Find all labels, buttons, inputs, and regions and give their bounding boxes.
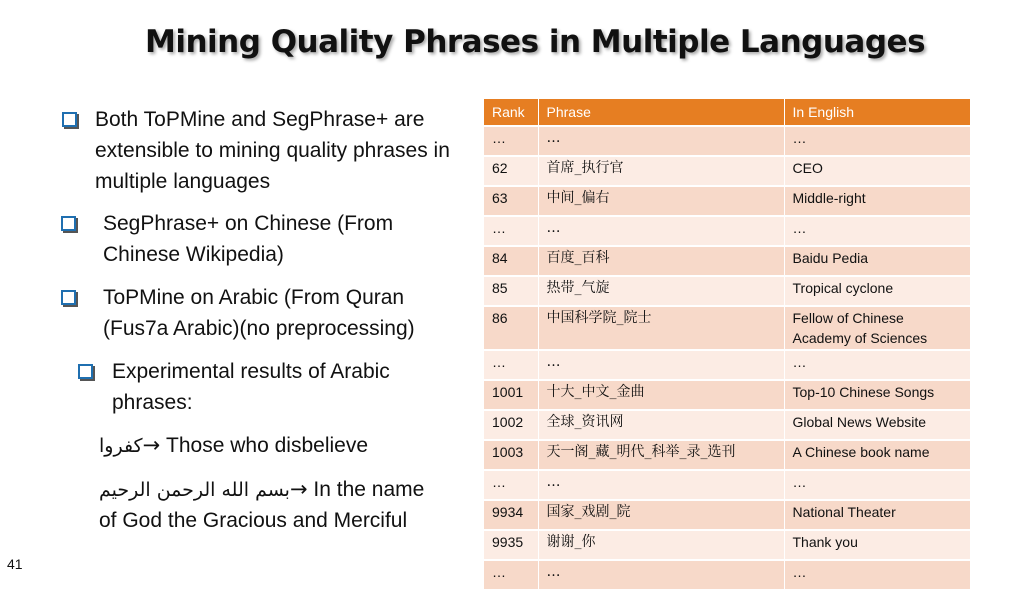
cell-rank: … xyxy=(484,350,538,380)
cell-english: … xyxy=(784,216,970,246)
cell-rank: 86 xyxy=(484,306,538,350)
bullet-item xyxy=(103,282,453,344)
cell-rank: 85 xyxy=(484,276,538,306)
bullet-text: SegPhrase+ on Chinese (From Chinese Wikipedia) xyxy=(103,212,394,266)
cell-rank: 84 xyxy=(484,246,538,276)
cell-rank: 1002 xyxy=(484,410,538,440)
cell-english: CEO xyxy=(784,156,970,186)
phrase-table xyxy=(484,99,971,589)
column-header-phrase: Phrase xyxy=(538,99,784,126)
table-body xyxy=(484,126,970,589)
table-row xyxy=(484,126,970,156)
page-title: Mining Quality Phrases in Multiple Languages xyxy=(144,24,926,60)
table-row xyxy=(484,560,970,589)
table-row xyxy=(484,276,970,306)
cell-rank: 62 xyxy=(484,156,538,186)
arrow-icon: → xyxy=(289,477,308,501)
cell-phrase: 谢谢_你 xyxy=(538,530,784,560)
cell-phrase: 天一阁_藏_明代_科举_录_选刊 xyxy=(538,440,784,470)
slide-number: 41 xyxy=(7,556,23,572)
cell-rank: 1001 xyxy=(484,380,538,410)
table-row xyxy=(484,530,970,560)
english-translation: Those who disbelieve xyxy=(160,434,369,457)
cell-rank: … xyxy=(484,470,538,500)
cell-phrase: 热带_气旋 xyxy=(538,276,784,306)
bullet-text: Experimental results of Arabic phrases: xyxy=(112,360,390,414)
table-row xyxy=(484,350,970,380)
cell-english: Global News Website xyxy=(784,410,970,440)
cell-phrase: 中国科学院_院士 xyxy=(538,306,784,350)
cell-english: … xyxy=(784,126,970,156)
cell-english: A Chinese book name xyxy=(784,440,970,470)
cell-rank: … xyxy=(484,126,538,156)
cell-phrase: … xyxy=(538,126,784,156)
cell-english: Baidu Pedia xyxy=(784,246,970,276)
arabic-phrase: بسم الله الرحمن الرحيم xyxy=(99,479,290,501)
bullet-text: ToPMine on Arabic (From Quran (Fus7a Arabic)(no preprocessing) xyxy=(103,286,415,340)
english-translation-continued: of God the Gracious and Merciful xyxy=(99,509,408,532)
cell-english: National Theater xyxy=(784,500,970,530)
cell-rank: … xyxy=(484,560,538,589)
cell-phrase: … xyxy=(538,350,784,380)
cell-english: … xyxy=(784,560,970,589)
column-header-rank: Rank xyxy=(484,99,538,126)
table-header-row xyxy=(484,99,970,126)
table-row xyxy=(484,216,970,246)
cell-english: Fellow of Chinese Academy of Sciences xyxy=(784,306,970,350)
arabic-phrase: كفروا xyxy=(99,435,143,457)
cell-phrase: 全球_资讯网 xyxy=(538,410,784,440)
checkbox-bullet-icon xyxy=(61,290,76,305)
checkbox-bullet-icon xyxy=(78,364,93,379)
table-row xyxy=(484,380,970,410)
table-row xyxy=(484,246,970,276)
table-row xyxy=(484,470,970,500)
arabic-example xyxy=(99,474,424,506)
bullet-text: Both ToPMine and SegPhrase+ are extensible to mining quality phrases in multiple languages xyxy=(95,108,450,193)
cell-rank: 9935 xyxy=(484,530,538,560)
table-row xyxy=(484,186,970,216)
bullet-item xyxy=(95,104,465,197)
cell-phrase: … xyxy=(538,216,784,246)
cell-phrase: 百度_百科 xyxy=(538,246,784,276)
cell-phrase: 首席_执行官 xyxy=(538,156,784,186)
table-row xyxy=(484,410,970,440)
cell-english: Top-10 Chinese Songs xyxy=(784,380,970,410)
arrow-icon: → xyxy=(142,433,161,457)
table-row xyxy=(484,156,970,186)
cell-english: … xyxy=(784,470,970,500)
table-row xyxy=(484,440,970,470)
cell-phrase: 中间_偏右 xyxy=(538,186,784,216)
cell-rank: 9934 xyxy=(484,500,538,530)
cell-rank: 1003 xyxy=(484,440,538,470)
cell-english: … xyxy=(784,350,970,380)
english-translation: In the name xyxy=(307,478,425,501)
table-row xyxy=(484,306,970,350)
column-header-english: In English xyxy=(784,99,970,126)
checkbox-bullet-icon xyxy=(62,112,77,127)
bullet-item xyxy=(103,208,433,270)
cell-phrase: … xyxy=(538,470,784,500)
cell-phrase: 国家_戏剧_院 xyxy=(538,500,784,530)
cell-phrase: … xyxy=(538,560,784,589)
checkbox-bullet-icon xyxy=(61,216,76,231)
bullet-list xyxy=(0,0,470,576)
cell-phrase: 十大_中文_金曲 xyxy=(538,380,784,410)
table-row xyxy=(484,500,970,530)
cell-english: Thank you xyxy=(784,530,970,560)
arabic-example xyxy=(99,430,368,462)
cell-english: Middle-right xyxy=(784,186,970,216)
cell-rank: 63 xyxy=(484,186,538,216)
cell-english: Tropical cyclone xyxy=(784,276,970,306)
bullet-item xyxy=(112,356,442,418)
cell-rank: … xyxy=(484,216,538,246)
